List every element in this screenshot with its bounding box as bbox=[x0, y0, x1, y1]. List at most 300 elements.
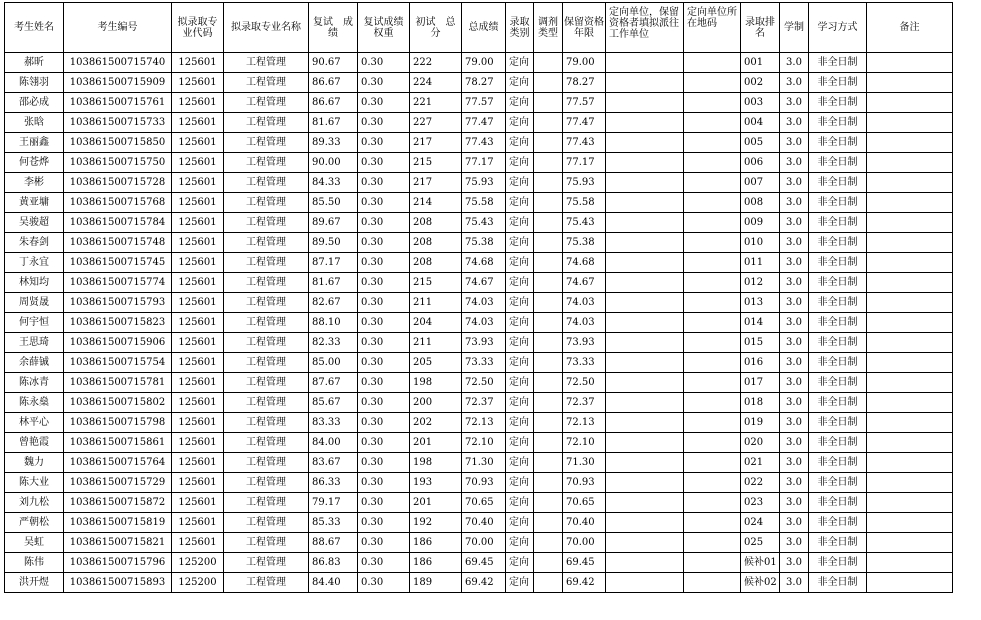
cell-exam-id: 103861500715781 bbox=[64, 373, 172, 393]
cell-adjust-type bbox=[534, 393, 563, 413]
cell-remarks bbox=[867, 173, 953, 193]
cell-major-code: 125601 bbox=[172, 53, 224, 73]
table-row bbox=[5, 513, 953, 533]
cell-initial-total: 200 bbox=[410, 393, 462, 413]
cell-adjust-type bbox=[534, 573, 563, 593]
cell-directed-unit bbox=[606, 373, 684, 393]
table-row bbox=[5, 273, 953, 293]
cell-retain-years: 71.30 bbox=[563, 453, 606, 473]
cell-retest-weight: 0.30 bbox=[358, 213, 410, 233]
cell-exam-id: 103861500715745 bbox=[64, 253, 172, 273]
cell-adjust-type bbox=[534, 233, 563, 253]
cell-remarks bbox=[867, 573, 953, 593]
cell-retest-score: 90.67 bbox=[309, 53, 358, 73]
cell-adjust-type bbox=[534, 213, 563, 233]
col-header-adjust-type: 调剂类型 bbox=[534, 3, 563, 53]
cell-initial-total: 193 bbox=[410, 473, 462, 493]
cell-adjust-type bbox=[534, 493, 563, 513]
cell-total-score: 69.42 bbox=[462, 573, 506, 593]
table-row bbox=[5, 193, 953, 213]
cell-total-score: 77.43 bbox=[462, 133, 506, 153]
cell-major-name: 工程管理 bbox=[224, 433, 309, 453]
cell-duration: 3.0 bbox=[780, 133, 809, 153]
cell-retest-score: 86.67 bbox=[309, 93, 358, 113]
cell-total-score: 74.03 bbox=[462, 313, 506, 333]
cell-study-mode: 非全日制 bbox=[809, 273, 867, 293]
cell-total-score: 73.93 bbox=[462, 333, 506, 353]
cell-initial-total: 204 bbox=[410, 313, 462, 333]
cell-study-mode: 非全日制 bbox=[809, 513, 867, 533]
cell-major-code: 125601 bbox=[172, 453, 224, 473]
cell-name: 陈翎羽 bbox=[5, 73, 64, 93]
cell-retest-score: 84.00 bbox=[309, 433, 358, 453]
cell-adjust-type bbox=[534, 273, 563, 293]
col-header-retest-weight: 复试成绩权重 bbox=[358, 3, 410, 53]
cell-adjust-type bbox=[534, 93, 563, 113]
table-row bbox=[5, 93, 953, 113]
cell-name: 张晗 bbox=[5, 113, 64, 133]
table-row bbox=[5, 233, 953, 253]
table-row bbox=[5, 53, 953, 73]
cell-major-name: 工程管理 bbox=[224, 333, 309, 353]
cell-admission-type: 定向 bbox=[506, 233, 534, 253]
cell-exam-id: 103861500715823 bbox=[64, 313, 172, 333]
cell-duration: 3.0 bbox=[780, 553, 809, 573]
cell-name: 曾艳霞 bbox=[5, 433, 64, 453]
cell-remarks bbox=[867, 133, 953, 153]
cell-retain-years: 75.93 bbox=[563, 173, 606, 193]
cell-admission-type: 定向 bbox=[506, 213, 534, 233]
cell-duration: 3.0 bbox=[780, 433, 809, 453]
cell-remarks bbox=[867, 373, 953, 393]
cell-major-name: 工程管理 bbox=[224, 293, 309, 313]
cell-study-mode: 非全日制 bbox=[809, 333, 867, 353]
cell-exam-id: 103861500715784 bbox=[64, 213, 172, 233]
cell-directed-unit bbox=[606, 393, 684, 413]
cell-duration: 3.0 bbox=[780, 393, 809, 413]
cell-remarks bbox=[867, 533, 953, 553]
cell-study-mode: 非全日制 bbox=[809, 393, 867, 413]
cell-name: 黄亚墉 bbox=[5, 193, 64, 213]
cell-major-code: 125601 bbox=[172, 373, 224, 393]
cell-major-code: 125601 bbox=[172, 313, 224, 333]
cell-directed-unit bbox=[606, 353, 684, 373]
cell-exam-id: 103861500715821 bbox=[64, 533, 172, 553]
cell-total-score: 75.43 bbox=[462, 213, 506, 233]
cell-initial-total: 211 bbox=[410, 333, 462, 353]
cell-major-code: 125601 bbox=[172, 533, 224, 553]
cell-admission-type: 定向 bbox=[506, 513, 534, 533]
cell-duration: 3.0 bbox=[780, 373, 809, 393]
cell-duration: 3.0 bbox=[780, 253, 809, 273]
cell-retain-years: 74.03 bbox=[563, 313, 606, 333]
cell-major-name: 工程管理 bbox=[224, 353, 309, 373]
cell-remarks bbox=[867, 213, 953, 233]
cell-duration: 3.0 bbox=[780, 473, 809, 493]
cell-retest-score: 89.33 bbox=[309, 133, 358, 153]
cell-study-mode: 非全日制 bbox=[809, 453, 867, 473]
cell-directed-unit bbox=[606, 133, 684, 153]
cell-adjust-type bbox=[534, 473, 563, 493]
cell-retest-weight: 0.30 bbox=[358, 313, 410, 333]
cell-retest-weight: 0.30 bbox=[358, 573, 410, 593]
cell-retest-weight: 0.30 bbox=[358, 393, 410, 413]
cell-retest-weight: 0.30 bbox=[358, 73, 410, 93]
cell-directed-unit bbox=[606, 333, 684, 353]
cell-remarks bbox=[867, 473, 953, 493]
cell-retest-score: 85.67 bbox=[309, 393, 358, 413]
cell-major-name: 工程管理 bbox=[224, 573, 309, 593]
cell-duration: 3.0 bbox=[780, 273, 809, 293]
cell-unit-location bbox=[684, 293, 741, 313]
cell-remarks bbox=[867, 453, 953, 473]
cell-retest-weight: 0.30 bbox=[358, 253, 410, 273]
cell-retain-years: 72.13 bbox=[563, 413, 606, 433]
cell-major-name: 工程管理 bbox=[224, 553, 309, 573]
cell-admission-type: 定向 bbox=[506, 413, 534, 433]
col-header-admission-type: 录取类别 bbox=[506, 3, 534, 53]
cell-exam-id: 103861500715761 bbox=[64, 93, 172, 113]
cell-adjust-type bbox=[534, 253, 563, 273]
cell-rank: 020 bbox=[741, 433, 780, 453]
cell-name: 李彬 bbox=[5, 173, 64, 193]
cell-retest-weight: 0.30 bbox=[358, 153, 410, 173]
cell-retain-years: 72.10 bbox=[563, 433, 606, 453]
cell-total-score: 74.67 bbox=[462, 273, 506, 293]
cell-retain-years: 70.40 bbox=[563, 513, 606, 533]
cell-major-code: 125601 bbox=[172, 213, 224, 233]
cell-total-score: 69.45 bbox=[462, 553, 506, 573]
cell-total-score: 70.00 bbox=[462, 533, 506, 553]
header-row bbox=[5, 3, 953, 53]
cell-name: 严朝松 bbox=[5, 513, 64, 533]
cell-name: 洪开煜 bbox=[5, 573, 64, 593]
cell-name: 余薛铖 bbox=[5, 353, 64, 373]
cell-unit-location bbox=[684, 453, 741, 473]
cell-retest-weight: 0.30 bbox=[358, 413, 410, 433]
table-row bbox=[5, 433, 953, 453]
cell-exam-id: 103861500715728 bbox=[64, 173, 172, 193]
cell-name: 王丽鑫 bbox=[5, 133, 64, 153]
cell-retain-years: 73.93 bbox=[563, 333, 606, 353]
cell-initial-total: 186 bbox=[410, 533, 462, 553]
cell-total-score: 72.37 bbox=[462, 393, 506, 413]
cell-directed-unit bbox=[606, 173, 684, 193]
cell-rank: 004 bbox=[741, 113, 780, 133]
cell-major-code: 125601 bbox=[172, 273, 224, 293]
cell-duration: 3.0 bbox=[780, 413, 809, 433]
admission-table bbox=[4, 2, 953, 593]
cell-major-name: 工程管理 bbox=[224, 113, 309, 133]
cell-retain-years: 75.38 bbox=[563, 233, 606, 253]
cell-exam-id: 103861500715872 bbox=[64, 493, 172, 513]
cell-admission-type: 定向 bbox=[506, 293, 534, 313]
cell-major-name: 工程管理 bbox=[224, 473, 309, 493]
cell-total-score: 70.40 bbox=[462, 513, 506, 533]
cell-retest-score: 85.33 bbox=[309, 513, 358, 533]
table-row bbox=[5, 213, 953, 233]
cell-total-score: 74.03 bbox=[462, 293, 506, 313]
cell-duration: 3.0 bbox=[780, 353, 809, 373]
cell-study-mode: 非全日制 bbox=[809, 533, 867, 553]
cell-retain-years: 69.42 bbox=[563, 573, 606, 593]
cell-admission-type: 定向 bbox=[506, 253, 534, 273]
cell-initial-total: 198 bbox=[410, 373, 462, 393]
cell-major-name: 工程管理 bbox=[224, 233, 309, 253]
cell-directed-unit bbox=[606, 513, 684, 533]
cell-major-name: 工程管理 bbox=[224, 53, 309, 73]
cell-remarks bbox=[867, 493, 953, 513]
cell-adjust-type bbox=[534, 533, 563, 553]
cell-remarks bbox=[867, 353, 953, 373]
cell-major-code: 125200 bbox=[172, 553, 224, 573]
cell-study-mode: 非全日制 bbox=[809, 253, 867, 273]
cell-study-mode: 非全日制 bbox=[809, 73, 867, 93]
table-row bbox=[5, 153, 953, 173]
cell-directed-unit bbox=[606, 413, 684, 433]
cell-unit-location bbox=[684, 153, 741, 173]
cell-exam-id: 103861500715754 bbox=[64, 353, 172, 373]
cell-unit-location bbox=[684, 573, 741, 593]
cell-retest-score: 84.40 bbox=[309, 573, 358, 593]
cell-initial-total: 214 bbox=[410, 193, 462, 213]
cell-unit-location bbox=[684, 493, 741, 513]
col-header-major-code: 拟录取专业代码 bbox=[172, 3, 224, 53]
cell-unit-location bbox=[684, 413, 741, 433]
cell-major-name: 工程管理 bbox=[224, 193, 309, 213]
cell-retest-score: 86.67 bbox=[309, 73, 358, 93]
cell-total-score: 70.93 bbox=[462, 473, 506, 493]
cell-initial-total: 208 bbox=[410, 233, 462, 253]
cell-study-mode: 非全日制 bbox=[809, 313, 867, 333]
cell-retain-years: 79.00 bbox=[563, 53, 606, 73]
cell-exam-id: 103861500715733 bbox=[64, 113, 172, 133]
cell-study-mode: 非全日制 bbox=[809, 473, 867, 493]
cell-major-code: 125601 bbox=[172, 293, 224, 313]
cell-duration: 3.0 bbox=[780, 573, 809, 593]
cell-unit-location bbox=[684, 93, 741, 113]
cell-major-code: 125601 bbox=[172, 253, 224, 273]
col-header-major-name: 拟录取专业名称 bbox=[224, 3, 309, 53]
cell-major-name: 工程管理 bbox=[224, 313, 309, 333]
cell-initial-total: 198 bbox=[410, 453, 462, 473]
cell-remarks bbox=[867, 193, 953, 213]
cell-unit-location bbox=[684, 233, 741, 253]
cell-remarks bbox=[867, 233, 953, 253]
cell-duration: 3.0 bbox=[780, 333, 809, 353]
cell-directed-unit bbox=[606, 93, 684, 113]
cell-retest-weight: 0.30 bbox=[358, 513, 410, 533]
cell-rank: 010 bbox=[741, 233, 780, 253]
cell-retain-years: 69.45 bbox=[563, 553, 606, 573]
cell-retest-score: 89.50 bbox=[309, 233, 358, 253]
cell-total-score: 72.50 bbox=[462, 373, 506, 393]
cell-admission-type: 定向 bbox=[506, 133, 534, 153]
cell-retest-weight: 0.30 bbox=[358, 453, 410, 473]
cell-unit-location bbox=[684, 133, 741, 153]
cell-name: 周贤晟 bbox=[5, 293, 64, 313]
table-row bbox=[5, 493, 953, 513]
cell-total-score: 77.17 bbox=[462, 153, 506, 173]
cell-unit-location bbox=[684, 433, 741, 453]
cell-major-name: 工程管理 bbox=[224, 413, 309, 433]
cell-name: 陈大业 bbox=[5, 473, 64, 493]
cell-rank: 012 bbox=[741, 273, 780, 293]
cell-admission-type: 定向 bbox=[506, 273, 534, 293]
cell-remarks bbox=[867, 293, 953, 313]
cell-name: 邵必成 bbox=[5, 93, 64, 113]
cell-retest-weight: 0.30 bbox=[358, 553, 410, 573]
cell-retain-years: 77.43 bbox=[563, 133, 606, 153]
cell-retest-score: 88.10 bbox=[309, 313, 358, 333]
cell-name: 林平心 bbox=[5, 413, 64, 433]
cell-rank: 013 bbox=[741, 293, 780, 313]
cell-duration: 3.0 bbox=[780, 113, 809, 133]
cell-name: 陈伟 bbox=[5, 553, 64, 573]
cell-directed-unit bbox=[606, 313, 684, 333]
cell-admission-type: 定向 bbox=[506, 493, 534, 513]
cell-duration: 3.0 bbox=[780, 153, 809, 173]
cell-adjust-type bbox=[534, 53, 563, 73]
table-row bbox=[5, 313, 953, 333]
cell-directed-unit bbox=[606, 293, 684, 313]
cell-retest-weight: 0.30 bbox=[358, 193, 410, 213]
cell-name: 何苍烨 bbox=[5, 153, 64, 173]
cell-admission-type: 定向 bbox=[506, 453, 534, 473]
cell-unit-location bbox=[684, 533, 741, 553]
cell-major-code: 125200 bbox=[172, 573, 224, 593]
cell-major-name: 工程管理 bbox=[224, 173, 309, 193]
cell-retain-years: 73.33 bbox=[563, 353, 606, 373]
cell-admission-type: 定向 bbox=[506, 313, 534, 333]
cell-exam-id: 103861500715906 bbox=[64, 333, 172, 353]
cell-retest-weight: 0.30 bbox=[358, 493, 410, 513]
cell-admission-type: 定向 bbox=[506, 113, 534, 133]
cell-initial-total: 192 bbox=[410, 513, 462, 533]
cell-admission-type: 定向 bbox=[506, 153, 534, 173]
cell-rank: 024 bbox=[741, 513, 780, 533]
cell-admission-type: 定向 bbox=[506, 473, 534, 493]
cell-duration: 3.0 bbox=[780, 533, 809, 553]
cell-retain-years: 74.67 bbox=[563, 273, 606, 293]
cell-retest-score: 79.17 bbox=[309, 493, 358, 513]
cell-name: 郝昕 bbox=[5, 53, 64, 73]
col-header-duration: 学制 bbox=[780, 3, 809, 53]
cell-rank: 015 bbox=[741, 333, 780, 353]
cell-initial-total: 222 bbox=[410, 53, 462, 73]
cell-name: 吴虹 bbox=[5, 533, 64, 553]
cell-study-mode: 非全日制 bbox=[809, 213, 867, 233]
cell-exam-id: 103861500715774 bbox=[64, 273, 172, 293]
cell-duration: 3.0 bbox=[780, 293, 809, 313]
table-row bbox=[5, 173, 953, 193]
cell-study-mode: 非全日制 bbox=[809, 293, 867, 313]
cell-duration: 3.0 bbox=[780, 313, 809, 333]
cell-major-name: 工程管理 bbox=[224, 273, 309, 293]
col-header-remarks: 备注 bbox=[867, 3, 953, 53]
col-header-exam-id: 考生编号 bbox=[64, 3, 172, 53]
cell-unit-location bbox=[684, 333, 741, 353]
cell-unit-location bbox=[684, 313, 741, 333]
cell-unit-location bbox=[684, 373, 741, 393]
cell-rank: 018 bbox=[741, 393, 780, 413]
cell-initial-total: 186 bbox=[410, 553, 462, 573]
cell-adjust-type bbox=[534, 373, 563, 393]
cell-retest-score: 82.67 bbox=[309, 293, 358, 313]
cell-duration: 3.0 bbox=[780, 233, 809, 253]
cell-major-name: 工程管理 bbox=[224, 533, 309, 553]
cell-name: 吴骏超 bbox=[5, 213, 64, 233]
col-header-unit-location: 定向单位所在地码 bbox=[684, 3, 741, 53]
cell-retest-score: 84.33 bbox=[309, 173, 358, 193]
cell-directed-unit bbox=[606, 113, 684, 133]
cell-unit-location bbox=[684, 253, 741, 273]
cell-directed-unit bbox=[606, 573, 684, 593]
col-header-study-mode: 学习方式 bbox=[809, 3, 867, 53]
cell-retest-weight: 0.30 bbox=[358, 373, 410, 393]
cell-major-code: 125601 bbox=[172, 113, 224, 133]
cell-adjust-type bbox=[534, 113, 563, 133]
cell-total-score: 75.38 bbox=[462, 233, 506, 253]
cell-retain-years: 72.37 bbox=[563, 393, 606, 413]
cell-total-score: 77.57 bbox=[462, 93, 506, 113]
cell-retain-years: 77.47 bbox=[563, 113, 606, 133]
cell-admission-type: 定向 bbox=[506, 173, 534, 193]
cell-retain-years: 70.93 bbox=[563, 473, 606, 493]
cell-duration: 3.0 bbox=[780, 73, 809, 93]
cell-initial-total: 201 bbox=[410, 493, 462, 513]
cell-directed-unit bbox=[606, 73, 684, 93]
cell-directed-unit bbox=[606, 533, 684, 553]
cell-directed-unit bbox=[606, 453, 684, 473]
cell-rank: 候补01 bbox=[741, 553, 780, 573]
cell-initial-total: 208 bbox=[410, 253, 462, 273]
cell-exam-id: 103861500715729 bbox=[64, 473, 172, 493]
cell-retain-years: 78.27 bbox=[563, 73, 606, 93]
cell-major-code: 125601 bbox=[172, 133, 224, 153]
cell-admission-type: 定向 bbox=[506, 533, 534, 553]
cell-total-score: 77.47 bbox=[462, 113, 506, 133]
cell-study-mode: 非全日制 bbox=[809, 93, 867, 113]
table-row bbox=[5, 333, 953, 353]
cell-initial-total: 208 bbox=[410, 213, 462, 233]
cell-retest-weight: 0.30 bbox=[358, 473, 410, 493]
cell-major-code: 125601 bbox=[172, 153, 224, 173]
cell-exam-id: 103861500715740 bbox=[64, 53, 172, 73]
cell-retain-years: 72.50 bbox=[563, 373, 606, 393]
cell-retest-score: 81.67 bbox=[309, 273, 358, 293]
cell-name: 陈冰青 bbox=[5, 373, 64, 393]
cell-rank: 008 bbox=[741, 193, 780, 213]
cell-remarks bbox=[867, 553, 953, 573]
cell-study-mode: 非全日制 bbox=[809, 573, 867, 593]
cell-rank: 022 bbox=[741, 473, 780, 493]
cell-major-name: 工程管理 bbox=[224, 213, 309, 233]
cell-initial-total: 217 bbox=[410, 133, 462, 153]
cell-exam-id: 103861500715819 bbox=[64, 513, 172, 533]
cell-remarks bbox=[867, 513, 953, 533]
cell-rank: 候补02 bbox=[741, 573, 780, 593]
cell-major-code: 125601 bbox=[172, 473, 224, 493]
cell-retest-score: 86.83 bbox=[309, 553, 358, 573]
cell-retest-weight: 0.30 bbox=[358, 133, 410, 153]
cell-name: 林知均 bbox=[5, 273, 64, 293]
cell-unit-location bbox=[684, 273, 741, 293]
cell-major-code: 125601 bbox=[172, 173, 224, 193]
table-row bbox=[5, 253, 953, 273]
cell-remarks bbox=[867, 53, 953, 73]
table-row bbox=[5, 353, 953, 373]
